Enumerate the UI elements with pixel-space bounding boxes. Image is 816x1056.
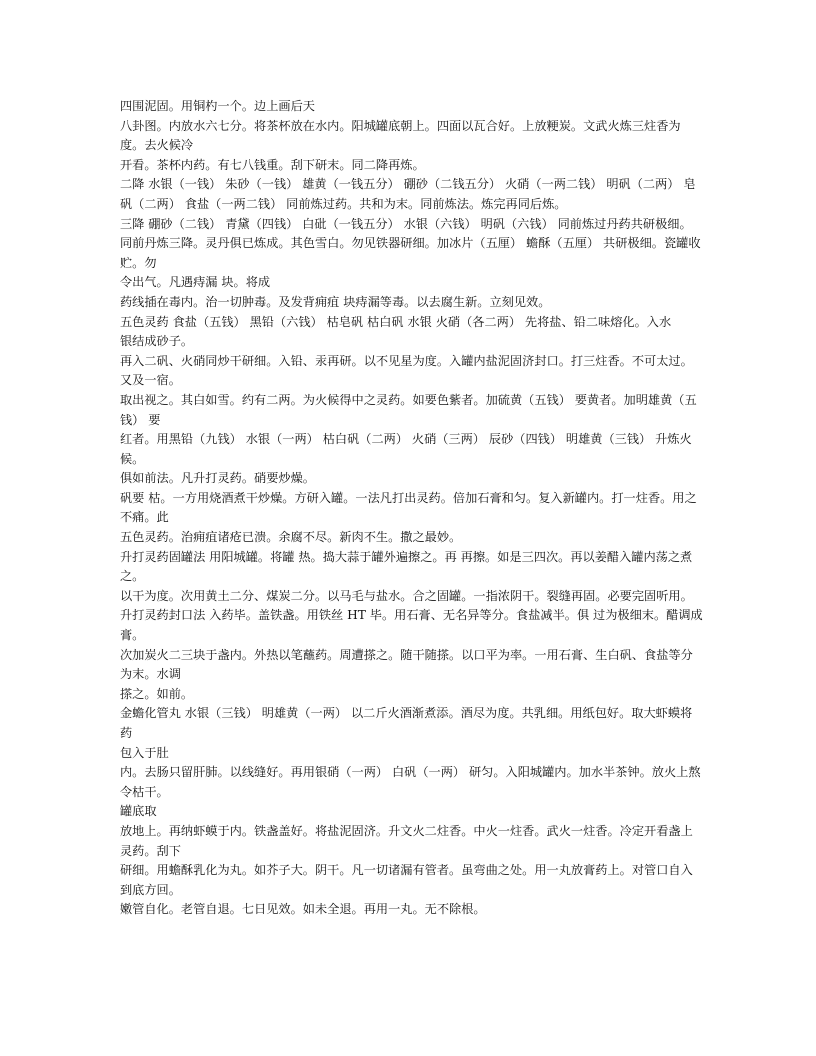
paragraph: 五色灵药。治痈疽诸疮已溃。余腐不尽。新肉不生。撒之最妙。 [120,530,462,545]
paragraph: 研细。用蟾酥乳化为丸。如芥子大。阴干。凡一切诸漏有管者。虽弯曲之处。用一丸放膏药上。对管口自入到底方回。 [120,863,693,897]
paragraph: 次加炭火二三块于盏内。外热以笔蘸药。周遭搽之。随干随搽。以口平为率。一用石膏、生白矾、食盐等分为末。水调 [120,647,693,682]
paragraph: 升打灵药固罐法 用阳城罐。将罐 热。捣大蒜于罐外遍擦之。再 再擦。如是三四次。再以姜醋入罐内荡之煮之。 [120,549,693,584]
paragraph: 俱如前法。凡升打灵药。硝要炒燥。 [120,471,315,486]
paragraph: 五色灵药 食盐（五钱） 黑铅（六钱） 枯皂矾 枯白矾 水银 火硝（各二两） 先将盐、铅二味熔化。入水 [120,314,672,329]
paragraph: 红者。用黑铅（九钱） 水银（一两） 枯白矾（二两） 火硝（三两） 辰砂（四钱） 明雄黄（三钱） 升炼火候。 [120,432,692,466]
paragraph: 取出视之。其白如雪。约有二两。为火候得中之灵药。如要色紫者。加硫黄（五钱） 要黄者。加明雄黄（五钱） 要 [120,392,697,427]
paragraph: 升打灵药封口法 入药毕。盖铁盏。用铁丝 HT 毕。用石膏、无名异等分。食盐减半。俱 过为极细末。醋调成膏。 [120,608,703,643]
paragraph: 同前丹炼三降。灵丹俱已炼成。其色雪白。勿见铁器研细。加冰片（五厘） 蟾酥（五厘） 共研极细。瓷罐收贮。勿 [120,236,701,270]
paragraph: 以干为度。次用黄土二分、煤炭二分。以马毛与盐水。合之固罐。一指浓阴干。裂缝再固。必要完固听用。 [120,588,693,603]
paragraph: 金蟾化管丸 水银（三钱） 明雄黄（一两） 以二斤火酒渐煮添。酒尽为度。共乳细。用纸包好。取大虾蟆将药 [120,706,693,740]
paragraph: 矾（二两） 食盐（一两二钱） 同前炼过药。共和为末。同前炼法。炼完再同后炼。 [120,196,567,211]
paragraph: 八卦图。内放水六七分。将茶杯放在水内。阳城罐底朝上。四面以瓦合好。上放粳炭。文武火炼三炷香为度。去火候冷 [120,118,681,153]
paragraph: 银结成砂子。 [120,334,194,349]
paragraph: 三降 硼砂（二钱） 青黛（四钱） 白砒（一钱五分） 水银（六钱） 明矾（六钱） 同前炼过丹药共研极细。 [120,216,692,231]
document-page [120,97,704,920]
paragraph: 搽之。如前。 [120,686,194,701]
paragraph: 包入于肚 [120,745,169,760]
paragraph: 内。去肠只留肝肺。以线缝好。再用银硝（一两） 白矾（一两） 研匀。入阳城罐内。加水半茶钟。放火上熬令枯干。 [120,765,701,799]
paragraph: 罐底取 [120,804,157,819]
paragraph: 矾要 枯。一方用烧酒煮干炒燥。方研入罐。一法凡打出灵药。倍加石膏和匀。复入新罐内。打一炷香。用之不痛。此 [120,490,697,525]
paragraph: 令出气。凡遇痔漏 块。将成 [120,275,271,290]
paragraph: 四围泥固。用铜杓一个。边上画后天 [120,99,315,113]
paragraph: 二降 水银（一钱） 朱砂（一钱） 雄黄（一钱五分） 硼砂（二钱五分） 火硝（一两二钱） 明矾（二两） 皂 [120,177,696,192]
paragraph: 再入二矾、火硝同炒干研细。入铅、汞再研。以不见星为度。入罐内盐泥固济封口。打三炷香。不可太过。又及一宿。 [120,353,693,388]
paragraph: 开看。茶杯内药。有七八钱重。刮下研末。同二降再炼。 [120,157,425,172]
paragraph: 嫩管自化。老管自退。七日见效。如未全退。再用一丸。无不除根。 [120,902,486,917]
paragraph: 药线插在毒内。治一切肿毒。及发背痈疽 块痔漏等毒。以去腐生新。立刻见效。 [120,294,551,309]
paragraph: 放地上。再纳虾蟆于内。铁盏盖好。将盐泥固济。升文火二炷香。中火一炷香。武火一炷香。冷定开看盏上灵药。刮下 [120,823,693,858]
